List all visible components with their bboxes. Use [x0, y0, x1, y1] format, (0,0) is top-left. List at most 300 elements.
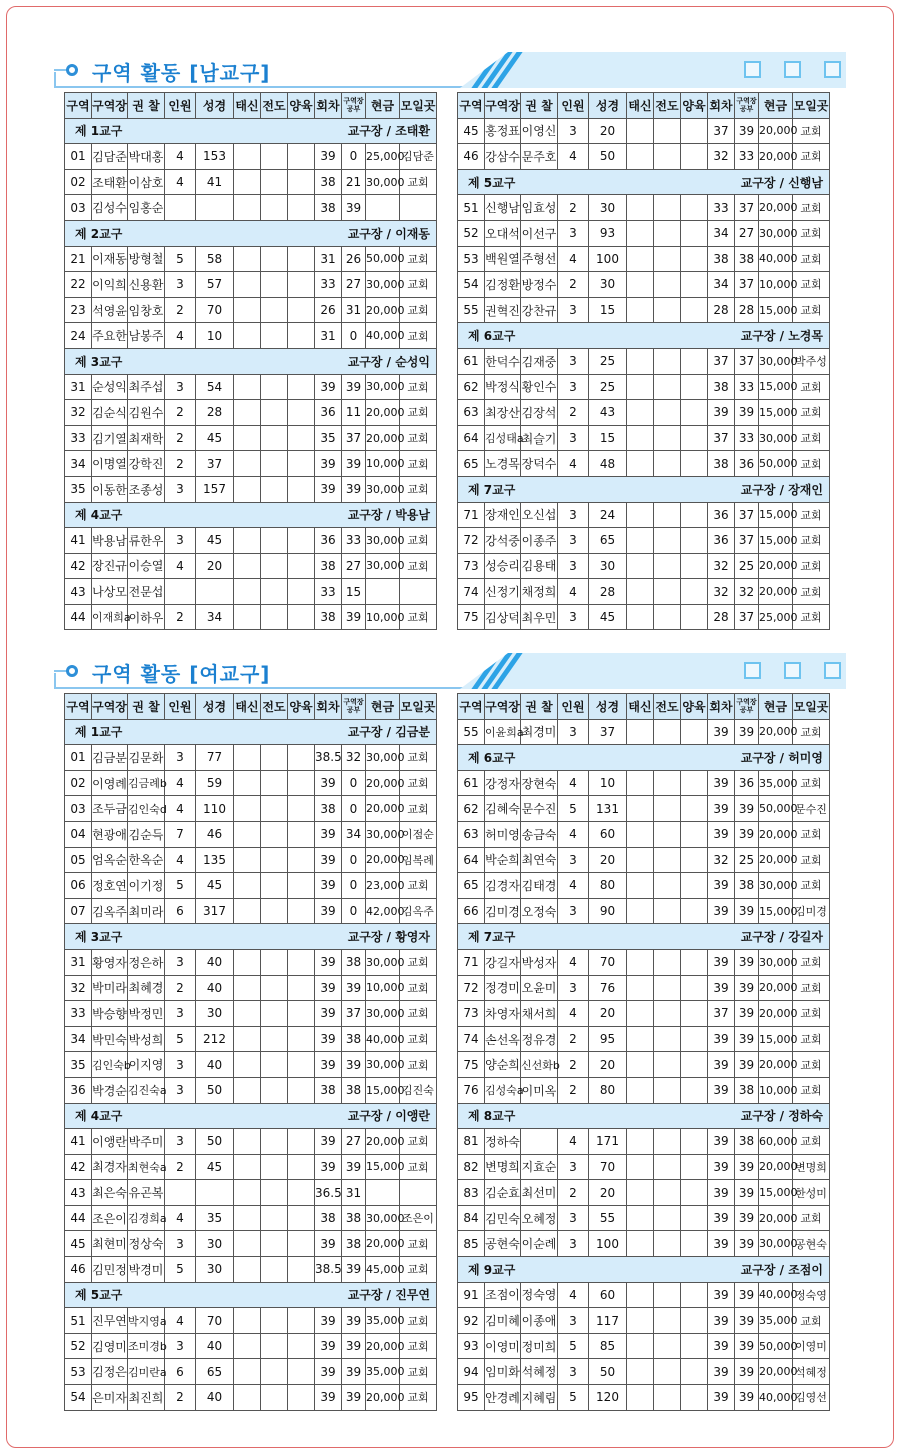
cell-bible: 212 [196, 1026, 234, 1052]
cell-offering: 10,000 [366, 604, 400, 630]
cell-nurture [288, 604, 315, 630]
header-banner [460, 653, 846, 689]
cell-session: 26 [315, 297, 342, 323]
cell-leader-study: 37 [342, 1001, 366, 1027]
cell-exhorter: 이순례 [521, 1231, 558, 1257]
cell-leader-study: 37 [735, 502, 759, 528]
cell-members: 3 [165, 528, 196, 554]
group-leader: 교구장 / 순성익 [347, 354, 430, 369]
cell-nurture [288, 1052, 315, 1078]
cell-nurture [288, 169, 315, 195]
cell-session: 39 [315, 144, 342, 170]
cell-nurture [288, 898, 315, 924]
cell-session: 32 [708, 553, 735, 579]
cell-evangelism [654, 1333, 681, 1359]
cell-exhorter: 임홍순 [128, 195, 165, 221]
col-header-exhorter: 권 찰 [128, 93, 165, 119]
cell-offering: 30,000 [366, 1205, 400, 1231]
cell-offering: 30,000 [366, 949, 400, 975]
cell-exhorter: 김진숙a [128, 1077, 165, 1103]
cell-offering: 35,000 [759, 1308, 793, 1334]
cell-bible: 20 [589, 1052, 627, 1078]
cell-bible: 93 [589, 220, 627, 246]
cell-nurture [288, 272, 315, 298]
cell-nurture [681, 1205, 708, 1231]
cell-offering: 35,000 [759, 770, 793, 796]
cell-bible: 80 [589, 1077, 627, 1103]
cell-district-leader: 김성수 [92, 195, 128, 221]
cell-nurture [681, 348, 708, 374]
cell-meeting-place: 교회 [793, 949, 830, 975]
cell-exhorter: 유곤복 [128, 1180, 165, 1206]
cell-session: 32 [708, 847, 735, 873]
table-row [65, 796, 437, 822]
table-row [65, 1077, 437, 1103]
cell-leader-study: 38 [342, 1026, 366, 1052]
cell-district-leader: 백원열 [485, 246, 521, 272]
cell-evangelism [261, 745, 288, 771]
square-icon [744, 662, 761, 679]
cell-bible: 20 [196, 553, 234, 579]
cell-session: 36 [708, 528, 735, 554]
bullet-icon [66, 64, 78, 76]
cell-meeting-place: 정숙영 [793, 1282, 830, 1308]
cell-district: 75 [458, 1052, 485, 1078]
cell-evangelism [654, 796, 681, 822]
cell-leader-study: 39 [735, 1154, 759, 1180]
cell-newcomers [627, 553, 654, 579]
cell-session: 39 [708, 400, 735, 426]
cell-bible: 20 [589, 118, 627, 144]
table-row [65, 451, 437, 477]
cell-session: 32 [708, 579, 735, 605]
cell-exhorter: 오정숙 [521, 898, 558, 924]
group-name: 제 3교구 [75, 354, 123, 369]
cell-nurture [681, 451, 708, 477]
cell-offering: 15,000 [759, 297, 793, 323]
cell-members [165, 195, 196, 221]
cell-offering: 35,000 [366, 1359, 400, 1385]
group-cell [65, 924, 437, 950]
cell-nurture [681, 847, 708, 873]
cell-session: 28 [708, 604, 735, 630]
cell-evangelism [654, 719, 681, 745]
cell-newcomers [627, 220, 654, 246]
cell-nurture [681, 1308, 708, 1334]
cell-newcomers [627, 144, 654, 170]
cell-bible: 50 [196, 1129, 234, 1155]
cell-members: 2 [165, 975, 196, 1001]
cell-district-leader: 최은숙 [92, 1180, 128, 1206]
cell-meeting-place: 교회 [400, 451, 437, 477]
group-row [458, 169, 830, 195]
cell-session: 39 [315, 770, 342, 796]
cell-nurture [681, 118, 708, 144]
table-row [458, 451, 830, 477]
cell-evangelism [261, 169, 288, 195]
section-women [64, 653, 846, 1405]
cell-evangelism [261, 400, 288, 426]
cell-exhorter: 김태경 [521, 873, 558, 899]
cell-bible: 15 [589, 297, 627, 323]
cell-district: 01 [65, 144, 92, 170]
cell-leader-study: 34 [342, 821, 366, 847]
cell-session: 33 [708, 195, 735, 221]
cell-session: 39 [708, 1333, 735, 1359]
cell-exhorter: 최선미 [521, 1180, 558, 1206]
cell-members: 2 [558, 1052, 589, 1078]
cell-members: 3 [165, 1001, 196, 1027]
cell-session: 39 [708, 1359, 735, 1385]
cell-offering: 20,000 [366, 1385, 400, 1411]
cell-offering: 10,000 [366, 451, 400, 477]
cell-exhorter: 문수진 [521, 796, 558, 822]
cell-evangelism [654, 847, 681, 873]
cell-members: 4 [558, 1001, 589, 1027]
cell-evangelism [654, 246, 681, 272]
cell-leader-study: 37 [735, 348, 759, 374]
cell-exhorter: 김경희a [128, 1205, 165, 1231]
cell-district-leader: 김영미 [92, 1333, 128, 1359]
cell-members: 3 [558, 348, 589, 374]
cell-district-leader: 정경미 [485, 975, 521, 1001]
cell-offering [366, 1180, 400, 1206]
cell-district: 35 [65, 1052, 92, 1078]
cell-exhorter: 지혜림 [521, 1385, 558, 1411]
cell-leader-study: 39 [735, 796, 759, 822]
cell-bible: 10 [589, 770, 627, 796]
cell-leader-study: 38 [342, 1077, 366, 1103]
cell-district: 33 [65, 1001, 92, 1027]
cell-nurture [681, 246, 708, 272]
cell-session: 39 [315, 821, 342, 847]
cell-district-leader: 정하숙 [485, 1129, 521, 1155]
cell-evangelism [654, 528, 681, 554]
cell-session: 39 [708, 719, 735, 745]
group-leader: 교구장 / 이앵란 [347, 1109, 430, 1124]
cell-nurture [681, 220, 708, 246]
cell-meeting-place: 교회 [793, 425, 830, 451]
cell-newcomers [234, 297, 261, 323]
cell-bible: 157 [196, 476, 234, 502]
cell-leader-study: 0 [342, 847, 366, 873]
cell-offering: 20,000 [759, 1205, 793, 1231]
cell-meeting-place: 교회 [400, 1052, 437, 1078]
activity-table-right [457, 693, 830, 1411]
group-leader: 교구장 / 장재인 [740, 482, 823, 497]
group-row [458, 1257, 830, 1283]
cell-evangelism [654, 898, 681, 924]
cell-bible: 40 [196, 975, 234, 1001]
cell-district: 55 [458, 719, 485, 745]
group-row [65, 1103, 437, 1129]
cell-meeting-place: 한성미 [793, 1180, 830, 1206]
table-row [65, 1052, 437, 1078]
cell-meeting-place: 김진숙 [400, 1077, 437, 1103]
cell-exhorter: 최재학 [128, 425, 165, 451]
cell-district: 71 [458, 949, 485, 975]
cell-exhorter: 정유경 [521, 1026, 558, 1052]
cell-session: 39 [708, 873, 735, 899]
cell-district-leader: 강삼수 [485, 144, 521, 170]
cell-newcomers [234, 1026, 261, 1052]
cell-members: 5 [558, 1333, 589, 1359]
cell-nurture [681, 400, 708, 426]
cell-leader-study: 36 [735, 451, 759, 477]
cell-bible: 76 [589, 975, 627, 1001]
cell-exhorter: 남봉주 [128, 323, 165, 349]
cell-district: 75 [458, 604, 485, 630]
cell-exhorter: 장현숙 [521, 770, 558, 796]
cell-district-leader: 최현미 [92, 1231, 128, 1257]
cell-district-leader: 노경목 [485, 451, 521, 477]
table-row [458, 1077, 830, 1103]
cell-offering: 30,000 [759, 220, 793, 246]
col-header-leader-study: 구역장 공부 [735, 93, 759, 119]
cell-leader-study: 25 [735, 847, 759, 873]
cell-newcomers [234, 425, 261, 451]
col-header-district-leader: 구역장 [485, 694, 521, 720]
cell-offering: 30,000 [366, 476, 400, 502]
cell-exhorter: 임창호 [128, 297, 165, 323]
cell-district: 43 [65, 579, 92, 605]
cell-district: 62 [458, 796, 485, 822]
cell-offering: 50,000 [366, 246, 400, 272]
cell-exhorter: 이승열 [128, 553, 165, 579]
cell-session: 39 [708, 949, 735, 975]
cell-bible: 25 [589, 348, 627, 374]
cell-members: 3 [165, 272, 196, 298]
cell-members: 3 [165, 476, 196, 502]
cell-newcomers [627, 873, 654, 899]
cell-session: 36 [708, 502, 735, 528]
cell-offering: 30,000 [366, 553, 400, 579]
cell-session: 39 [708, 1026, 735, 1052]
cell-district-leader: 김성태a [485, 425, 521, 451]
cell-bible: 90 [589, 898, 627, 924]
table-row [458, 1052, 830, 1078]
cell-evangelism [261, 1308, 288, 1334]
cell-offering: 25,000 [759, 604, 793, 630]
cell-evangelism [261, 528, 288, 554]
cell-evangelism [261, 323, 288, 349]
cell-meeting-place: 교회 [793, 604, 830, 630]
cell-offering: 20,000 [366, 1333, 400, 1359]
cell-offering: 40,000 [759, 1385, 793, 1411]
cell-nurture [288, 1026, 315, 1052]
table-row [65, 528, 437, 554]
cell-exhorter: 이종애 [521, 1308, 558, 1334]
group-leader: 교구장 / 강길자 [740, 930, 823, 945]
cell-bible: 24 [589, 502, 627, 528]
header-banner [460, 52, 846, 88]
cell-district-leader: 조태환 [92, 169, 128, 195]
cell-newcomers [627, 425, 654, 451]
cell-members: 3 [558, 553, 589, 579]
cell-meeting-place: 교회 [793, 297, 830, 323]
cell-evangelism [261, 1359, 288, 1385]
cell-nurture [288, 323, 315, 349]
col-header-members: 인원 [165, 694, 196, 720]
cell-session: 31 [315, 323, 342, 349]
table-row [65, 898, 437, 924]
cell-district-leader: 박승향 [92, 1001, 128, 1027]
cell-members: 4 [165, 144, 196, 170]
cell-leader-study: 37 [342, 425, 366, 451]
cell-nurture [681, 898, 708, 924]
cell-session: 38 [708, 246, 735, 272]
group-row [458, 745, 830, 771]
cell-exhorter: 이지영 [128, 1052, 165, 1078]
cell-district-leader: 권혁진 [485, 297, 521, 323]
cell-evangelism [654, 1308, 681, 1334]
cell-bible: 40 [196, 949, 234, 975]
cell-evangelism [261, 144, 288, 170]
group-cell [458, 924, 830, 950]
cell-evangelism [654, 1052, 681, 1078]
cell-meeting-place: 석혜정 [793, 1359, 830, 1385]
cell-session: 39 [315, 1154, 342, 1180]
group-name: 제 4교구 [75, 1109, 123, 1124]
cell-district: 45 [458, 118, 485, 144]
cell-bible: 40 [196, 1333, 234, 1359]
cell-nurture [681, 1333, 708, 1359]
cell-session: 39 [315, 476, 342, 502]
cell-newcomers [234, 1308, 261, 1334]
col-header-district: 구역 [458, 93, 485, 119]
cell-newcomers [627, 1001, 654, 1027]
square-icon [824, 61, 841, 78]
cell-evangelism [261, 553, 288, 579]
table-row [458, 1308, 830, 1334]
group-row [458, 323, 830, 349]
cell-exhorter: 황인수 [521, 374, 558, 400]
cell-evangelism [654, 195, 681, 221]
cell-members: 3 [558, 898, 589, 924]
cell-newcomers [627, 272, 654, 298]
cell-session: 39 [315, 975, 342, 1001]
cell-district: 34 [65, 1026, 92, 1052]
cell-evangelism [654, 821, 681, 847]
cell-nurture [288, 1154, 315, 1180]
cell-bible: 59 [196, 770, 234, 796]
group-name: 제 7교구 [468, 930, 516, 945]
cell-nurture [288, 873, 315, 899]
cell-meeting-place: 변명희 [793, 1154, 830, 1180]
cell-bible [196, 579, 234, 605]
cell-leader-study: 39 [735, 1052, 759, 1078]
cell-nurture [681, 144, 708, 170]
cell-exhorter: 신용환 [128, 272, 165, 298]
cell-session: 39 [708, 1282, 735, 1308]
table-row [65, 1231, 437, 1257]
col-header-session: 회차 [708, 93, 735, 119]
cell-meeting-place: 교회 [793, 821, 830, 847]
cell-members: 3 [558, 604, 589, 630]
cell-evangelism [654, 400, 681, 426]
cell-meeting-place: 교회 [793, 195, 830, 221]
cell-nurture [288, 374, 315, 400]
cell-meeting-place: 교회 [400, 975, 437, 1001]
group-name: 제 6교구 [468, 329, 516, 344]
cell-newcomers [234, 323, 261, 349]
cell-offering: 40,000 [759, 246, 793, 272]
bullet-icon [66, 665, 78, 677]
cell-district-leader: 최경자 [92, 1154, 128, 1180]
cell-bible: 48 [589, 451, 627, 477]
cell-leader-study: 38 [735, 1077, 759, 1103]
cell-bible: 85 [589, 1333, 627, 1359]
cell-nurture [288, 770, 315, 796]
cell-evangelism [654, 144, 681, 170]
square-icon [784, 61, 801, 78]
cell-nurture [288, 821, 315, 847]
table-row [65, 144, 437, 170]
cell-leader-study: 0 [342, 144, 366, 170]
cell-meeting-place: 교회 [793, 975, 830, 1001]
cell-newcomers [234, 1359, 261, 1385]
cell-bible: 30 [196, 1231, 234, 1257]
cell-district-leader: 박용남 [92, 528, 128, 554]
cell-session: 39 [708, 898, 735, 924]
cell-nurture [288, 476, 315, 502]
cell-members: 4 [558, 451, 589, 477]
cell-meeting-place: 교회 [793, 272, 830, 298]
table-row [458, 847, 830, 873]
cell-offering [366, 195, 400, 221]
group-name: 제 7교구 [468, 482, 516, 497]
cell-exhorter: 박대홍 [128, 144, 165, 170]
cell-exhorter: 이기정 [128, 873, 165, 899]
cell-session: 38 [315, 553, 342, 579]
cell-bible: 30 [196, 1257, 234, 1283]
cell-newcomers [627, 348, 654, 374]
cell-leader-study: 39 [342, 604, 366, 630]
cell-session: 38 [315, 195, 342, 221]
cell-district-leader: 박경순 [92, 1077, 128, 1103]
cell-members: 2 [165, 451, 196, 477]
cell-meeting-place: 교회 [793, 374, 830, 400]
table-row [458, 1154, 830, 1180]
cell-offering: 20,000 [366, 796, 400, 822]
cell-session: 37 [708, 118, 735, 144]
cell-offering: 20,000 [759, 975, 793, 1001]
cell-offering: 50,000 [759, 451, 793, 477]
cell-district: 46 [458, 144, 485, 170]
cell-members: 2 [165, 1385, 196, 1411]
cell-members: 2 [558, 272, 589, 298]
cell-members: 7 [165, 821, 196, 847]
col-header-meeting-place: 모일곳 [793, 93, 830, 119]
cell-members: 4 [558, 1129, 589, 1155]
cell-nurture [288, 579, 315, 605]
cell-nurture [288, 144, 315, 170]
cell-meeting-place: 문수진 [793, 796, 830, 822]
cell-members: 3 [558, 502, 589, 528]
group-leader: 교구장 / 박용남 [347, 508, 430, 523]
cell-newcomers [234, 1077, 261, 1103]
cell-bible: 34 [196, 604, 234, 630]
cell-district-leader: 장재인 [485, 502, 521, 528]
table-row [65, 1001, 437, 1027]
col-header-evangelism: 전도 [261, 694, 288, 720]
cell-bible: 30 [196, 1001, 234, 1027]
cell-members: 4 [558, 873, 589, 899]
cell-evangelism [654, 1282, 681, 1308]
table-row [65, 323, 437, 349]
cell-offering: 30,000 [366, 745, 400, 771]
cell-members: 3 [558, 1308, 589, 1334]
